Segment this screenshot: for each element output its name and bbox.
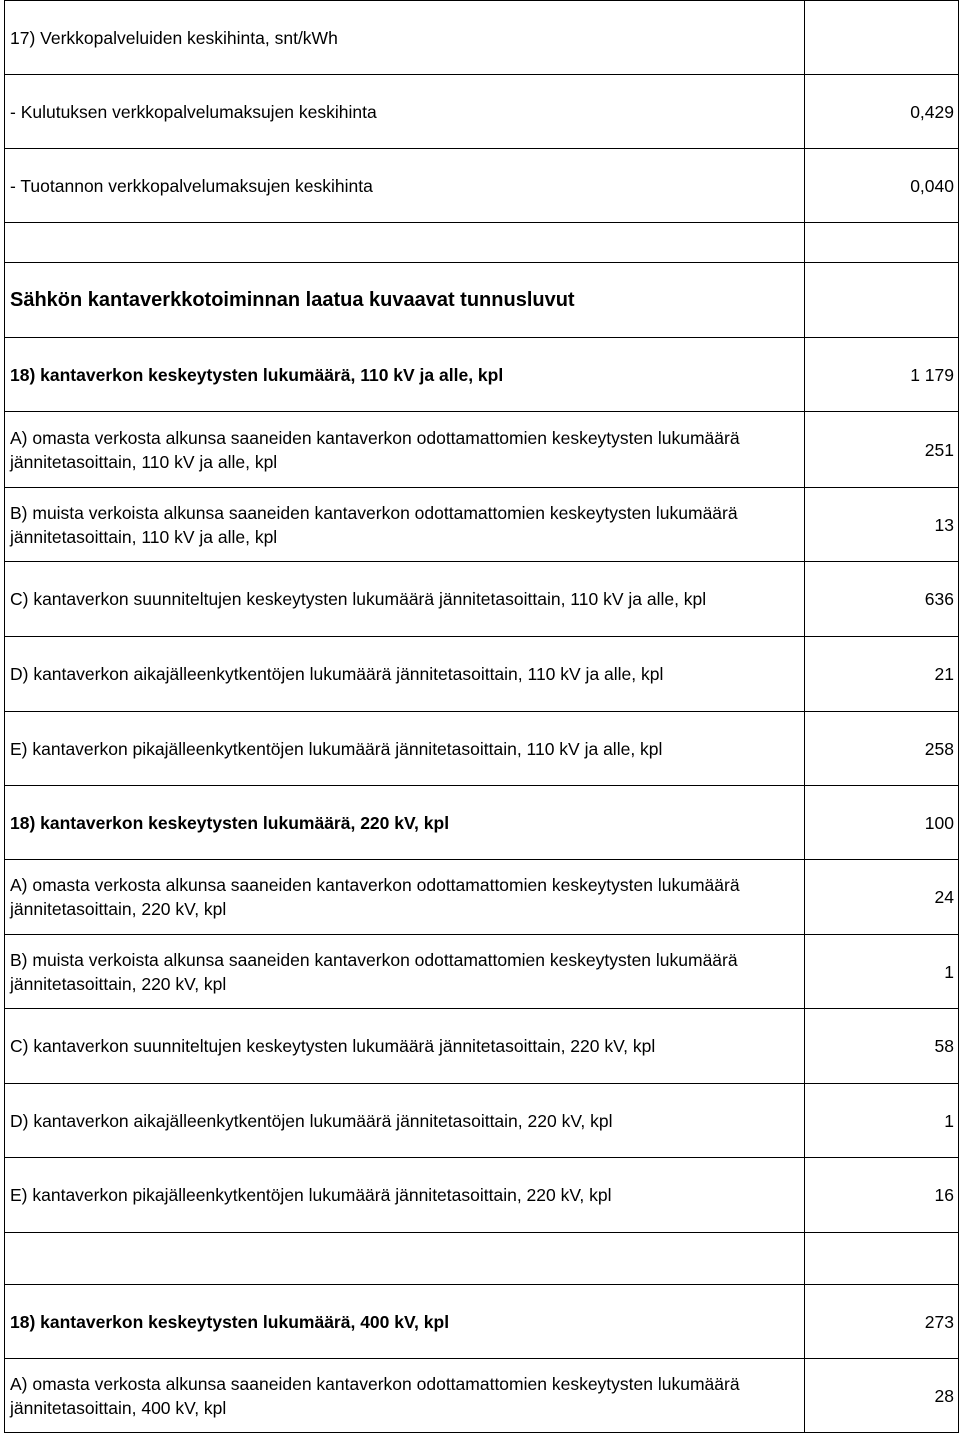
row-label: - Kulutuksen verkkopalvelumaksujen keskihinta bbox=[5, 75, 805, 149]
row-value: 0,040 bbox=[805, 149, 959, 223]
row-label: 18) kantaverkon keskeytysten lukumäärä, 400 kV, kpl bbox=[5, 1285, 805, 1359]
section-heading-row bbox=[5, 263, 959, 338]
table-row bbox=[5, 562, 959, 637]
row-value: 16 bbox=[805, 1158, 959, 1233]
row-value: 24 bbox=[805, 860, 959, 935]
table-row bbox=[5, 488, 959, 562]
spacer-row bbox=[5, 1233, 959, 1285]
row-value: 58 bbox=[805, 1009, 959, 1084]
row-value: 1 bbox=[805, 935, 959, 1009]
table-row bbox=[5, 1009, 959, 1084]
row-value: 21 bbox=[805, 637, 959, 712]
row-value bbox=[805, 1233, 959, 1285]
row-value: 13 bbox=[805, 488, 959, 562]
row-label bbox=[5, 223, 805, 263]
table-row bbox=[5, 1158, 959, 1233]
table-row bbox=[5, 1084, 959, 1158]
row-label: 18) kantaverkon keskeytysten lukumäärä, 220 kV, kpl bbox=[5, 786, 805, 860]
table-row bbox=[5, 1359, 959, 1433]
table-row bbox=[5, 1, 959, 75]
row-label: D) kantaverkon aikajälleenkytkentöjen lukumäärä jännitetasoittain, 110 kV ja alle, kpl bbox=[5, 637, 805, 712]
row-value bbox=[805, 1, 959, 75]
table-row bbox=[5, 712, 959, 786]
table-row bbox=[5, 860, 959, 935]
data-table bbox=[4, 0, 959, 1433]
row-label: B) muista verkoista alkunsa saaneiden kantaverkon odottamattomien keskeytysten lukumäärä jännitetasoittain, 110 kV ja alle, kpl bbox=[5, 488, 805, 562]
row-value: 100 bbox=[805, 786, 959, 860]
row-value: 1 179 bbox=[805, 338, 959, 412]
row-label: A) omasta verkosta alkunsa saaneiden kantaverkon odottamattomien keskeytysten lukumäärä jännitetasoittain, 220 kV, kpl bbox=[5, 860, 805, 935]
row-value: 258 bbox=[805, 712, 959, 786]
table-row bbox=[5, 412, 959, 488]
row-label: A) omasta verkosta alkunsa saaneiden kantaverkon odottamattomien keskeytysten lukumäärä jännitetasoittain, 400 kV, kpl bbox=[5, 1359, 805, 1433]
table-row bbox=[5, 338, 959, 412]
table-row bbox=[5, 786, 959, 860]
row-label: Sähkön kantaverkkotoiminnan laatua kuvaavat tunnusluvut bbox=[5, 263, 805, 338]
table-row bbox=[5, 75, 959, 149]
row-label: A) omasta verkosta alkunsa saaneiden kantaverkon odottamattomien keskeytysten lukumäärä jännitetasoittain, 110 kV ja alle, kpl bbox=[5, 412, 805, 488]
row-label: 18) kantaverkon keskeytysten lukumäärä, 110 kV ja alle, kpl bbox=[5, 338, 805, 412]
table-row bbox=[5, 149, 959, 223]
row-label: C) kantaverkon suunniteltujen keskeytysten lukumäärä jännitetasoittain, 220 kV, kpl bbox=[5, 1009, 805, 1084]
row-label: E) kantaverkon pikajälleenkytkentöjen lukumäärä jännitetasoittain, 220 kV, kpl bbox=[5, 1158, 805, 1233]
row-label: B) muista verkoista alkunsa saaneiden kantaverkon odottamattomien keskeytysten lukumäärä jännitetasoittain, 220 kV, kpl bbox=[5, 935, 805, 1009]
row-value: 251 bbox=[805, 412, 959, 488]
row-value bbox=[805, 263, 959, 338]
table-body bbox=[5, 1, 959, 1433]
row-label: E) kantaverkon pikajälleenkytkentöjen lukumäärä jännitetasoittain, 110 kV ja alle, kpl bbox=[5, 712, 805, 786]
spacer-row bbox=[5, 223, 959, 263]
table-row bbox=[5, 1285, 959, 1359]
row-value: 28 bbox=[805, 1359, 959, 1433]
table-row bbox=[5, 935, 959, 1009]
row-label: - Tuotannon verkkopalvelumaksujen keskihinta bbox=[5, 149, 805, 223]
row-value: 0,429 bbox=[805, 75, 959, 149]
row-value bbox=[805, 223, 959, 263]
row-value: 273 bbox=[805, 1285, 959, 1359]
table-row bbox=[5, 637, 959, 712]
row-label: C) kantaverkon suunniteltujen keskeytysten lukumäärä jännitetasoittain, 110 kV ja alle, kpl bbox=[5, 562, 805, 637]
row-value: 1 bbox=[805, 1084, 959, 1158]
row-value: 636 bbox=[805, 562, 959, 637]
row-label: 17) Verkkopalveluiden keskihinta, snt/kWh bbox=[5, 1, 805, 75]
row-label: D) kantaverkon aikajälleenkytkentöjen lukumäärä jännitetasoittain, 220 kV, kpl bbox=[5, 1084, 805, 1158]
row-label bbox=[5, 1233, 805, 1285]
